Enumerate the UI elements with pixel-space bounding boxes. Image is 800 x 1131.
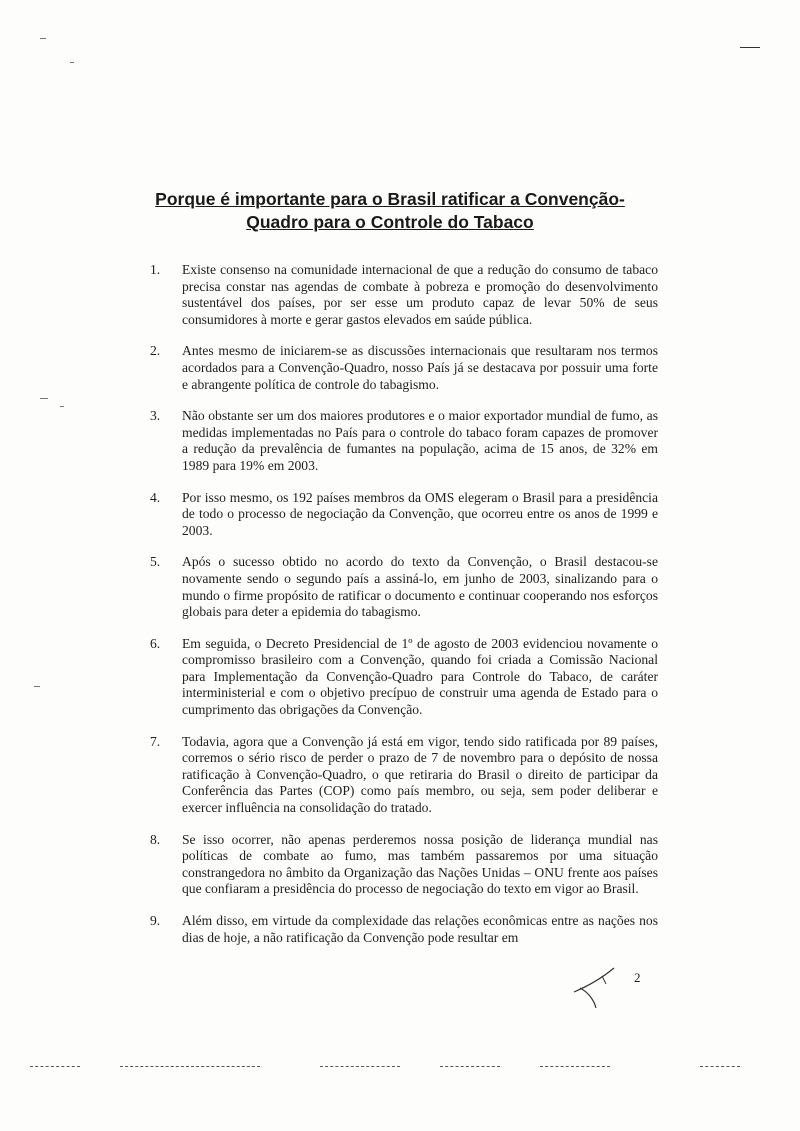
page-number: 2: [634, 970, 641, 985]
item-number: 6.: [150, 635, 161, 651]
item-text: Após o sucesso obtido no acordo do texto da Convenção, o Brasil destacou-se novamente sendo o segundo país a assiná-lo, em junho de 2003, sinalizando para o mundo o firme propósito de ratificar o documento e continuar cooperando nos esforços globais para deter a epidemia do tabagismo.: [182, 554, 658, 620]
scan-mark: [740, 47, 760, 48]
list-item: [150, 554, 658, 620]
item-text: Se isso ocorrer, não apenas perderemos nossa posição de liderança mundial nas políticas de combate ao fumo, mas também passaremos por uma situação constrangedora no âmbito da Organização das Nações Unidas – ONU frente aos países que confiaram a presidência do processo de negociação do texto em vigor ao Brasil.: [182, 831, 658, 897]
scan-speck: [70, 62, 74, 63]
scan-edge-line: [30, 1066, 80, 1068]
item-text: Além disso, em virtude da complexidade das relações econômicas entre as nações nos dias de hoje, a não ratificação da Convenção pode resultar em: [182, 913, 658, 945]
handwritten-initial: [566, 962, 626, 1012]
scan-edge-line: [120, 1066, 260, 1068]
document-title: [110, 188, 670, 234]
item-number: 9.: [150, 913, 161, 928]
item-text: Existe consenso na comunidade internacional de que a redução do consumo de tabaco precisa constar nas agendas de combate à pobreza e promoção do desenvolvimento sustentável dos países, por ser esse um produto capaz de levar 50% de seus consumidores à morte e gerar gastos elevados em saúde pública.: [182, 262, 658, 327]
title-line-2: Quadro para o Controle do Tabaco: [246, 211, 534, 232]
item-text: Não obstante ser um dos maiores produtores e o maior exportador mundial de fumo, as medidas implementadas no País para o controle do tabaco foram capazes de promover a redução da prevalência de fumantes na população, acima de 15 anos, de 32% em 1989 para 19% em 2003.: [182, 408, 658, 473]
numbered-list: [150, 262, 658, 961]
list-item: [150, 262, 658, 328]
item-number: 3.: [150, 408, 161, 424]
list-item: [150, 408, 658, 474]
list-item: [150, 832, 658, 898]
list-item: [150, 636, 658, 719]
item-text: Em seguida, o Decreto Presidencial de 1º de agosto de 2003 evidenciou novamente o compromisso brasileiro com a Convenção, quando foi criada a Comissão Nacional para Implementação da Convenção-Quadro para Controle do Tabaco, de caráter interministerial e com o objetivo precípuo de construir uma agenda de Estado para o cumprimento das obrigações da Convenção.: [182, 635, 658, 718]
list-item: [150, 490, 658, 540]
item-number: 8.: [150, 831, 161, 847]
title-line-1: Porque é importante para o Brasil ratificar a Convenção-: [155, 188, 625, 209]
scan-speck: [40, 38, 46, 39]
scan-edge-line: [440, 1066, 500, 1068]
item-text: Antes mesmo de iniciarem-se as discussões internacionais que resultaram nos termos acordados para a Convenção-Quadro, nosso País já se destacava por possuir uma forte e abrangente política de controle do tabagismo.: [182, 343, 658, 392]
item-number: 2.: [150, 343, 161, 359]
item-text: Por isso mesmo, os 192 países membros da OMS elegeram o Brasil para a presidência de todo o processo de negociação da Convenção, que ocorreu entre os anos de 1999 e 2003.: [182, 489, 658, 538]
scan-edge-line: [540, 1066, 610, 1068]
item-number: 4.: [150, 489, 161, 505]
scan-edge-line: [700, 1066, 740, 1068]
scan-speck: [60, 406, 64, 407]
item-text: Todavia, agora que a Convenção já está em vigor, tendo sido ratificada por 89 países, corremos o sério risco de perder o prazo de 7 de novembro para o depósito de nossa ratificação à Convenção-Quadro, o que retiraria do Brasil o direito de participar da Conferência das Partes (COP) como país membro, ou seja, sem poder deliberar e exercer influência na consolidação do tratado.: [182, 733, 658, 816]
scan-speck: [40, 398, 48, 399]
list-item: [150, 734, 658, 817]
scan-edge-line: [320, 1066, 400, 1068]
item-number: 5.: [150, 554, 161, 570]
scan-speck: [34, 686, 40, 687]
list-item: [150, 343, 658, 393]
item-number: 1.: [150, 262, 161, 277]
item-number: 7.: [150, 733, 161, 749]
list-item: [150, 913, 658, 946]
